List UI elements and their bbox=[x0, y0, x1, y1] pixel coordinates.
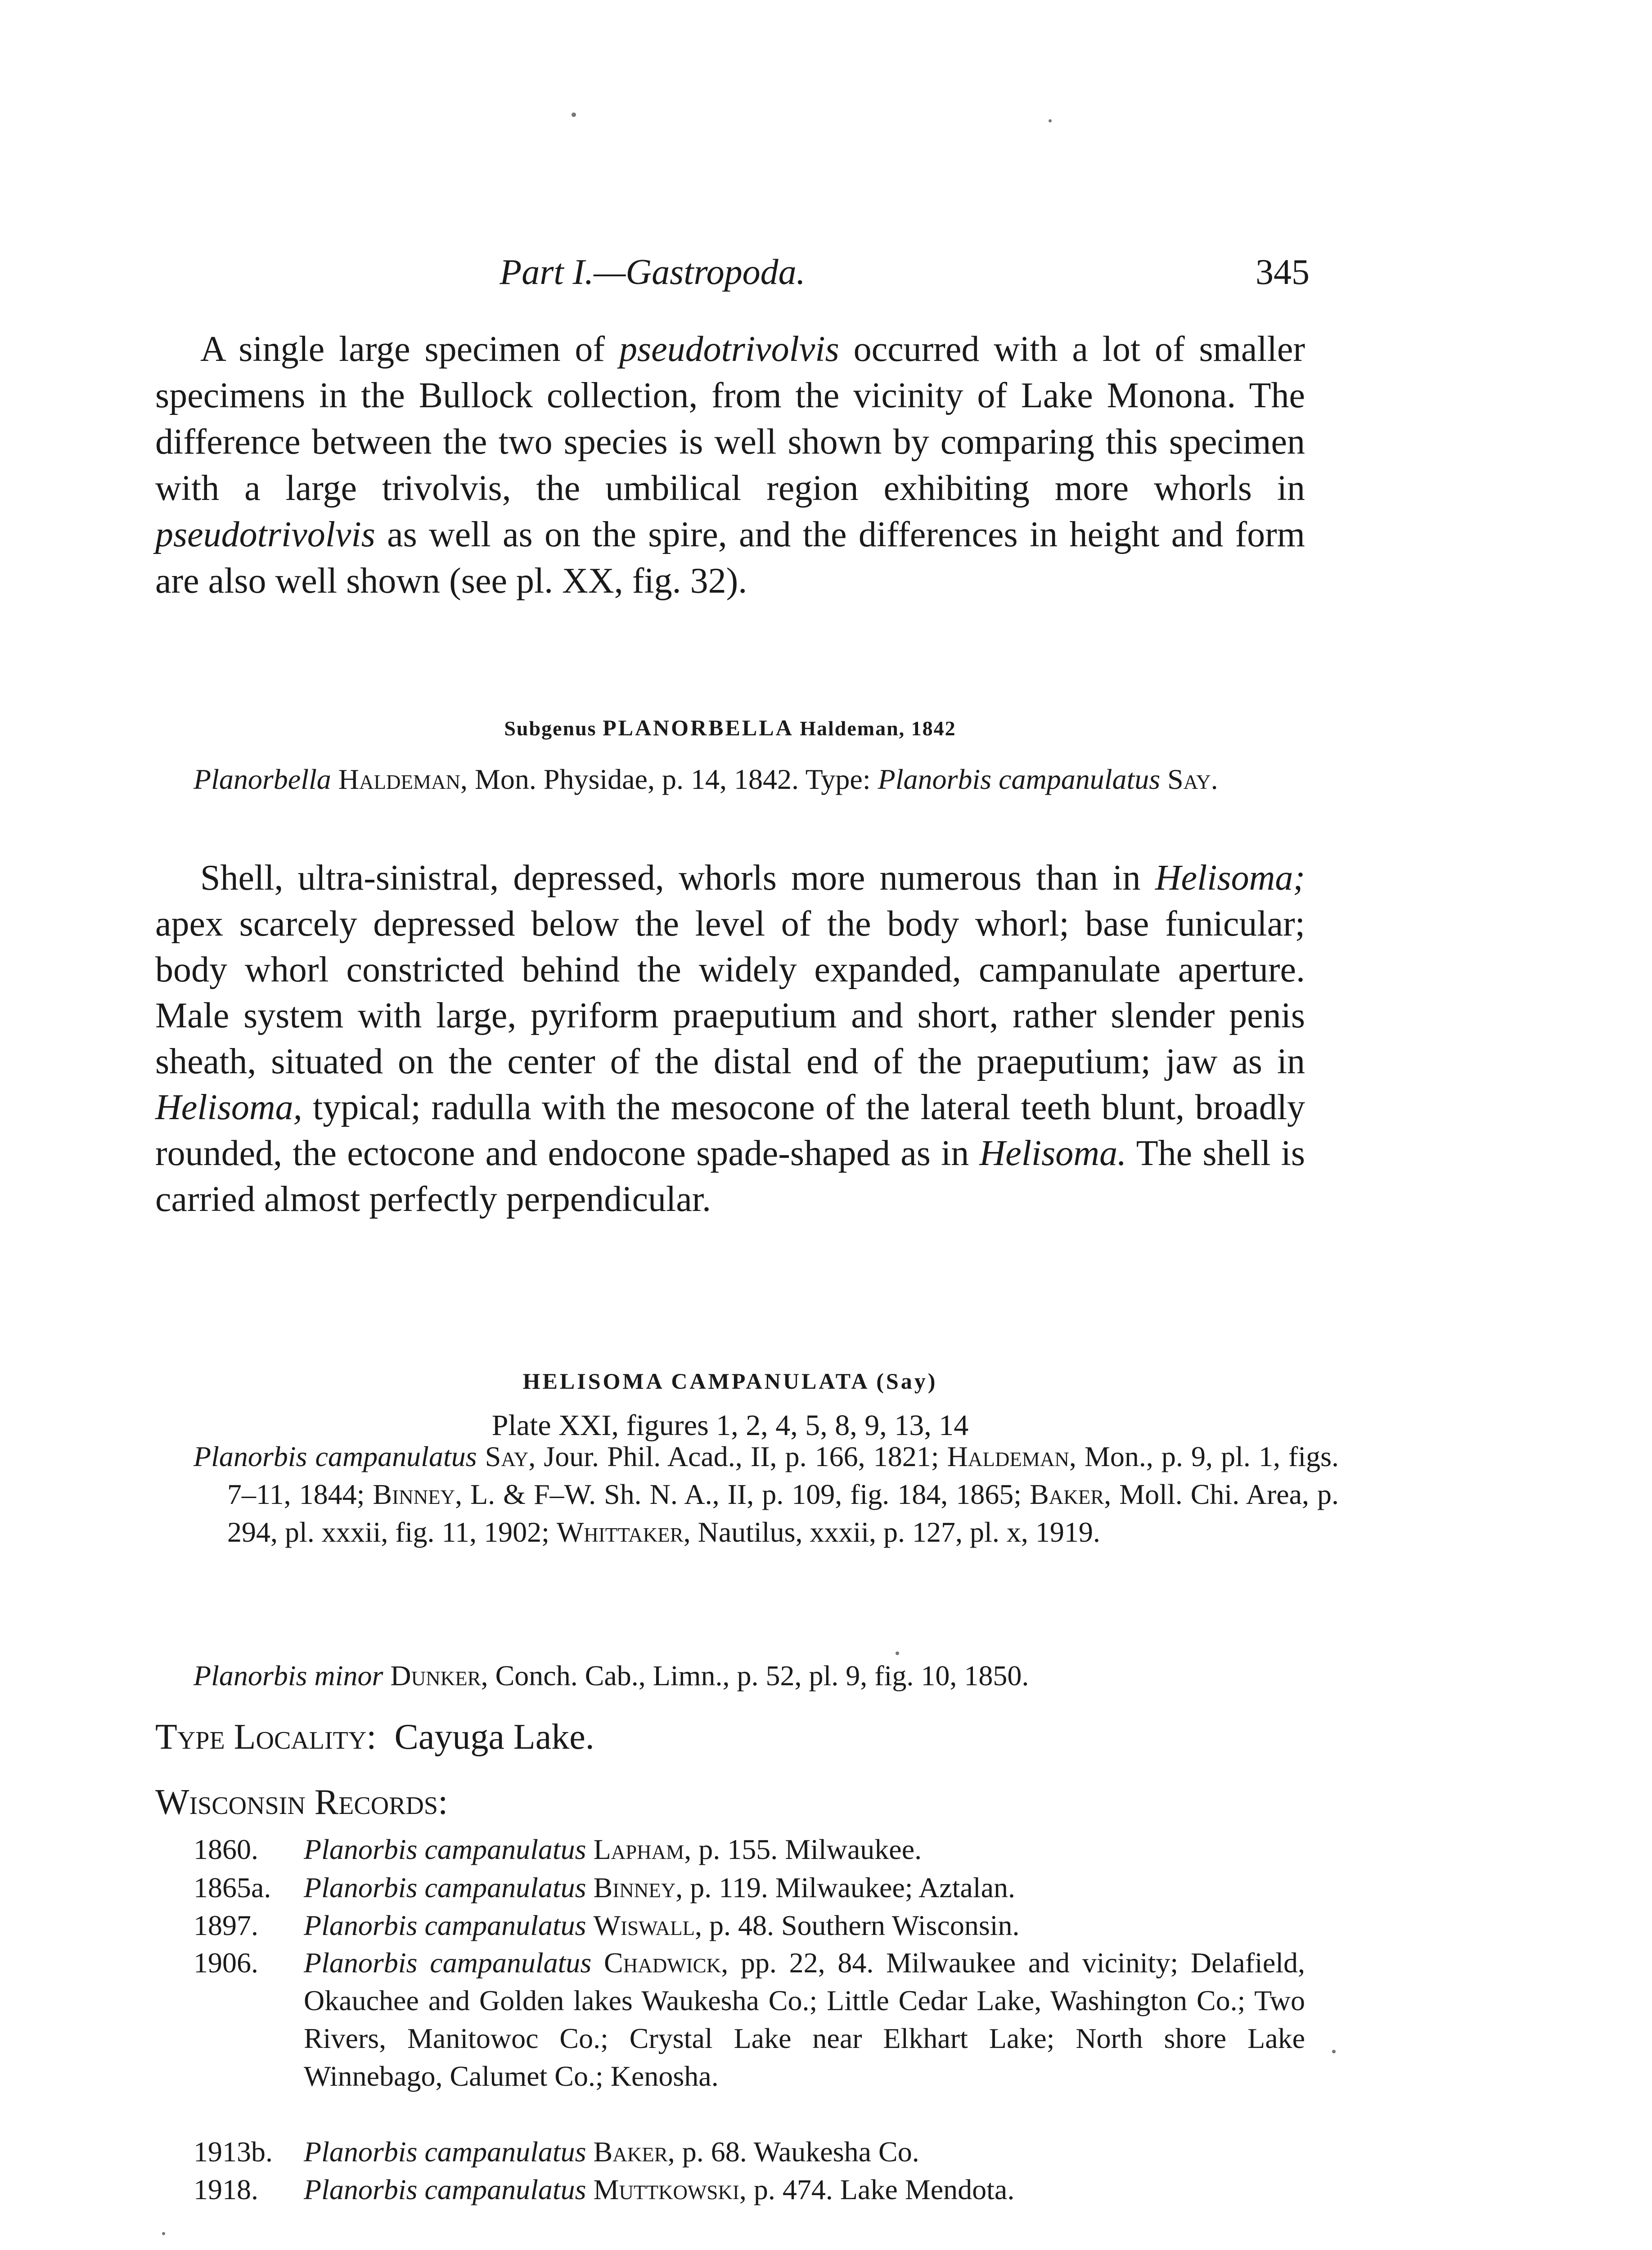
record-entry: 1860. Planorbis campanulatus Lapham, p. 155. Milwaukee. bbox=[194, 1831, 1305, 1868]
species-heading: HELISOMA CAMPANULATA (Say) bbox=[522, 1368, 938, 1394]
type-locality-label: Type Locality: bbox=[155, 1717, 377, 1757]
paper-speck bbox=[896, 1652, 899, 1655]
record-year: 1860. bbox=[194, 1833, 258, 1865]
paragraph-subgenus-description: Shell, ultra-sinistral, depressed, whorls more numerous than in Helisoma; apex scarcely depressed below the level of the body whorl; base funicular; body whorl constricted behind the widely expanded, campanulate aperture. Male system with large, pyriform praeputium and short, rather slender penis sheath, situated on the center of the distal end of the praeputium; jaw as in Helisoma, typical; radulla with the mesocone of the lateral teeth blunt, broadly rounded, the ectocone and endocone spade-shaped as in Helisoma. The shell is carried almost perfectly perpendicular. bbox=[155, 858, 1305, 1219]
synonymy-entry: Planorbis minor Dunker, Conch. Cab., Limn., p. 52, pl. 9, fig. 10, 1850. bbox=[194, 1660, 1029, 1692]
subgenus-reference: Planorbella Haldeman, Mon. Physidae, p. 14, 1842. Type: Planorbis campanulatus Say. bbox=[194, 763, 1218, 795]
record-year: 1913b. bbox=[194, 2136, 273, 2168]
page-number: 345 bbox=[1256, 252, 1310, 292]
record-entry: 1913b. Planorbis campanulatus Baker, p. 68. Waukesha Co. bbox=[194, 2133, 1305, 2171]
record-entry: 1918. Planorbis campanulatus Muttkowski, p. 474. Lake Mendota. bbox=[194, 2171, 1305, 2209]
record-entry: 1906. Planorbis campanulatus Chadwick, pp. 22, 84. Milwaukee and vicinity; Delafield, Okauchee and Golden lakes Waukesha Co.; Little Cedar Lake, Washington Co.; Two Rivers, Manitowoc Co.; Crystal Lake near Elkhart Lake; North shore Lake Winnebago, Calumet Co.; Kenosha. bbox=[194, 1944, 1305, 2095]
paper-speck bbox=[572, 112, 576, 117]
type-locality-value: Cayuga Lake. bbox=[394, 1717, 594, 1757]
running-head-title: Part I.—Gastropoda. bbox=[500, 252, 806, 292]
record-year: 1906. bbox=[194, 1947, 258, 1979]
type-locality bbox=[155, 1717, 594, 1758]
paper-speck bbox=[1332, 2050, 1336, 2053]
record-entry: 1865a. Planorbis campanulatus Binney, p. 119. Milwaukee; Aztalan. bbox=[194, 1869, 1305, 1907]
synonymy-entry: Planorbis campanulatus Say, Jour. Phil. Acad., II, p. 166, 1821; Haldeman, Mon., p. 9, pl. 1, figs. 7–11, 1844; Binney, L. & F–W. Sh. N. A., II, p. 109, fig. 184, 1865; Baker, Moll. Chi. Area, p. 294, pl. xxxii, fig. 11, 1902; Whittaker, Nautilus, xxxii, p. 127, pl. x, 1919. bbox=[194, 1440, 1339, 1548]
subgenus-heading: Subgenus PLANORBELLA Haldeman, 1842 bbox=[504, 715, 956, 740]
plate-reference: Plate XXI, figures 1, 2, 4, 5, 8, 9, 13, 14 bbox=[491, 1409, 969, 1442]
record-year: 1897. bbox=[194, 1909, 258, 1941]
record-year: 1865a. bbox=[194, 1872, 271, 1904]
wisconsin-records-label: Wisconsin Records: bbox=[155, 1782, 448, 1822]
record-entry: 1897. Planorbis campanulatus Wiswall, p. 48. Southern Wisconsin. bbox=[194, 1907, 1305, 1944]
paper-speck bbox=[1049, 119, 1052, 122]
record-year: 1918. bbox=[194, 2174, 258, 2205]
paper-speck bbox=[162, 2232, 165, 2235]
paragraph-pseudotrivolvis: A single large specimen of pseudotrivolvis occurred with a lot of smaller specimens in the Bullock collection, from the vicinity of Lake Monona. The difference between the two species is well shown by comparing this specimen with a large trivolvis, the umbilical region exhibiting more whorls in pseudotrivolvis as well as on the spire, and the differences in height and form are also well shown (see pl. XX, fig. 32). bbox=[155, 329, 1305, 601]
